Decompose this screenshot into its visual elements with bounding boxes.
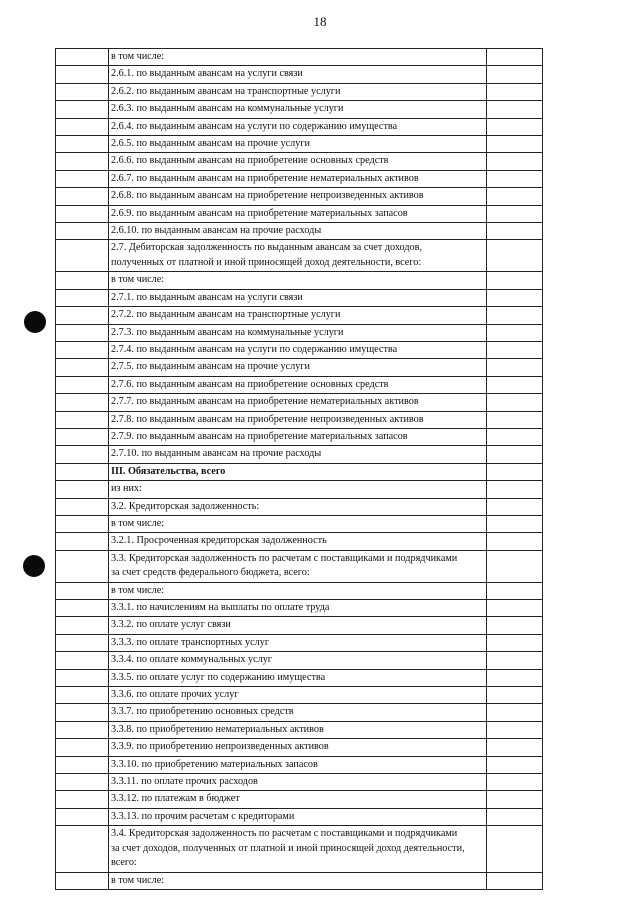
row-description-cell: 3.3.3. по оплате транспортных услуг: [109, 634, 487, 651]
row-number-cell: [56, 756, 109, 773]
table-row: [56, 66, 543, 83]
row-number-cell: [56, 826, 109, 872]
row-description-cell: 3.3.13. по прочим расчетам с кредиторами: [109, 808, 487, 825]
row-value-cell: [487, 428, 543, 445]
row-number-cell: [56, 394, 109, 411]
row-value-cell: [487, 83, 543, 100]
row-value-cell: [487, 774, 543, 791]
row-value-cell: [487, 463, 543, 480]
row-value-cell: [487, 756, 543, 773]
table-row: [56, 550, 543, 582]
row-number-cell: [56, 550, 109, 582]
table-row: [56, 617, 543, 634]
row-value-cell: [487, 498, 543, 515]
table-row: [56, 307, 543, 324]
row-number-cell: [56, 687, 109, 704]
table-row: [56, 411, 543, 428]
row-description-cell: 2.7.7. по выданным авансам на приобретение нематериальных активов: [109, 394, 487, 411]
row-description-cell: 3.4. Кредиторская задолженность по расчетам с поставщиками и подрядчиками за счет доходов, полученных от платной и иной приносящей доход деятельности, всего:: [109, 826, 487, 872]
table-row: [56, 49, 543, 66]
row-description-cell: 2.6.4. по выданным авансам на услуги по содержанию имущества: [109, 118, 487, 135]
table-row: [56, 774, 543, 791]
row-value-cell: [487, 669, 543, 686]
row-number-cell: [56, 739, 109, 756]
row-value-cell: [487, 446, 543, 463]
row-description-cell: 2.6.3. по выданным авансам на коммунальные услуги: [109, 101, 487, 118]
table-row: [56, 428, 543, 445]
row-number-cell: [56, 872, 109, 889]
row-value-cell: [487, 617, 543, 634]
row-description-cell: 2.7.10. по выданным авансам на прочие расходы: [109, 446, 487, 463]
row-value-cell: [487, 272, 543, 289]
row-value-cell: [487, 721, 543, 738]
row-number-cell: [56, 428, 109, 445]
table-row: [56, 826, 543, 872]
row-number-cell: [56, 83, 109, 100]
row-number-cell: [56, 481, 109, 498]
table-row: [56, 739, 543, 756]
row-number-cell: [56, 498, 109, 515]
table-row: [56, 118, 543, 135]
page-number: 18: [313, 14, 327, 29]
row-value-cell: [487, 533, 543, 550]
row-description-cell: 3.3.10. по приобретению материальных запасов: [109, 756, 487, 773]
row-number-cell: [56, 136, 109, 153]
table-row: [56, 582, 543, 599]
row-description-cell: 2.6.6. по выданным авансам на приобретение основных средств: [109, 153, 487, 170]
row-number-cell: [56, 582, 109, 599]
row-value-cell: [487, 481, 543, 498]
row-description-cell: 3.2. Кредиторская задолженность:: [109, 498, 487, 515]
row-description-cell: 3.3. Кредиторская задолженность по расчетам с поставщиками и подрядчиками за счет средств федерального бюджета, всего:: [109, 550, 487, 582]
row-value-cell: [487, 600, 543, 617]
row-number-cell: [56, 463, 109, 480]
row-description-cell: 3.3.12. по платежам в бюджет: [109, 791, 487, 808]
row-description-cell: 3.3.8. по приобретению нематериальных активов: [109, 721, 487, 738]
row-description-cell: 3.3.7. по приобретению основных средств: [109, 704, 487, 721]
row-value-cell: [487, 826, 543, 872]
table-row: [56, 498, 543, 515]
indicator-table: [55, 48, 543, 890]
row-description-cell: 3.3.2. по оплате услуг связи: [109, 617, 487, 634]
row-description-cell: 3.3.9. по приобретению непроизведенных активов: [109, 739, 487, 756]
row-value-cell: [487, 341, 543, 358]
table-row: [56, 600, 543, 617]
row-value-cell: [487, 394, 543, 411]
table-row: [56, 240, 543, 272]
table-row: [56, 872, 543, 889]
row-value-cell: [487, 324, 543, 341]
row-number-cell: [56, 49, 109, 66]
row-number-cell: [56, 101, 109, 118]
row-number-cell: [56, 669, 109, 686]
row-description-cell: 3.3.5. по оплате услуг по содержанию имущества: [109, 669, 487, 686]
row-value-cell: [487, 739, 543, 756]
table-row: [56, 341, 543, 358]
row-number-cell: [56, 289, 109, 306]
row-description-cell: 2.7. Дебиторская задолженность по выданным авансам за счет доходов, полученных от платной и иной приносящей доход деятельности, всего:: [109, 240, 487, 272]
row-description-cell: 2.7.1. по выданным авансам на услуги связи: [109, 289, 487, 306]
row-value-cell: [487, 652, 543, 669]
row-value-cell: [487, 687, 543, 704]
row-number-cell: [56, 774, 109, 791]
row-value-cell: [487, 66, 543, 83]
table-row: [56, 652, 543, 669]
row-description-cell: 2.6.7. по выданным авансам на приобретение нематериальных активов: [109, 170, 487, 187]
row-description-cell: 2.6.2. по выданным авансам на транспортные услуги: [109, 83, 487, 100]
table-row: [56, 721, 543, 738]
row-number-cell: [56, 791, 109, 808]
table-row: [56, 205, 543, 222]
table-row: [56, 687, 543, 704]
row-description-cell: 3.2.1. Просроченная кредиторская задолженность: [109, 533, 487, 550]
row-number-cell: [56, 376, 109, 393]
row-number-cell: [56, 808, 109, 825]
table-row: [56, 376, 543, 393]
row-description-cell: в том числе:: [109, 872, 487, 889]
punch-hole-mark: [23, 555, 45, 577]
table-row: [56, 808, 543, 825]
row-value-cell: [487, 170, 543, 187]
row-number-cell: [56, 704, 109, 721]
row-value-cell: [487, 582, 543, 599]
row-value-cell: [487, 791, 543, 808]
row-description-cell: 2.6.5. по выданным авансам на прочие услуги: [109, 136, 487, 153]
indicator-table-body: [56, 49, 543, 890]
row-description-cell: 3.3.6. по оплате прочих услуг: [109, 687, 487, 704]
table-row: [56, 359, 543, 376]
table-row: [56, 394, 543, 411]
row-description-cell: 2.7.5. по выданным авансам на прочие услуги: [109, 359, 487, 376]
row-number-cell: [56, 341, 109, 358]
table-row: [56, 791, 543, 808]
table-row: [56, 756, 543, 773]
table-row: [56, 170, 543, 187]
table-row: [56, 83, 543, 100]
row-number-cell: [56, 617, 109, 634]
row-value-cell: [487, 188, 543, 205]
row-description-cell: 2.7.6. по выданным авансам на приобретение основных средств: [109, 376, 487, 393]
row-number-cell: [56, 66, 109, 83]
table-row: [56, 188, 543, 205]
row-number-cell: [56, 307, 109, 324]
row-description-cell: 2.6.10. по выданным авансам на прочие расходы: [109, 223, 487, 240]
table-row: [56, 669, 543, 686]
row-number-cell: [56, 600, 109, 617]
table-row: [56, 101, 543, 118]
row-value-cell: [487, 550, 543, 582]
row-value-cell: [487, 376, 543, 393]
row-number-cell: [56, 223, 109, 240]
row-value-cell: [487, 118, 543, 135]
row-description-cell: 2.6.8. по выданным авансам на приобретение непроизведенных активов: [109, 188, 487, 205]
row-number-cell: [56, 721, 109, 738]
row-description-cell: 2.7.8. по выданным авансам на приобретение непроизведенных активов: [109, 411, 487, 428]
row-description-cell: в том числе:: [109, 582, 487, 599]
table-row: [56, 136, 543, 153]
row-value-cell: [487, 411, 543, 428]
row-description-cell: в том числе:: [109, 515, 487, 532]
row-number-cell: [56, 272, 109, 289]
row-description-cell: 2.7.2. по выданным авансам на транспортные услуги: [109, 307, 487, 324]
table-row: [56, 223, 543, 240]
row-number-cell: [56, 240, 109, 272]
row-value-cell: [487, 872, 543, 889]
table-row: [56, 481, 543, 498]
row-value-cell: [487, 205, 543, 222]
row-number-cell: [56, 359, 109, 376]
row-value-cell: [487, 634, 543, 651]
row-number-cell: [56, 205, 109, 222]
row-description-cell: 2.7.9. по выданным авансам на приобретение материальных запасов: [109, 428, 487, 445]
row-number-cell: [56, 153, 109, 170]
row-description-cell: 2.7.3. по выданным авансам на коммунальные услуги: [109, 324, 487, 341]
row-number-cell: [56, 170, 109, 187]
row-value-cell: [487, 153, 543, 170]
row-description-cell: 3.3.4. по оплате коммунальных услуг: [109, 652, 487, 669]
row-value-cell: [487, 289, 543, 306]
row-description-cell: из них:: [109, 481, 487, 498]
table-row: [56, 463, 543, 480]
row-value-cell: [487, 49, 543, 66]
table-row: [56, 153, 543, 170]
row-value-cell: [487, 240, 543, 272]
row-description-cell: в том числе:: [109, 49, 487, 66]
table-row: [56, 289, 543, 306]
table-row: [56, 634, 543, 651]
row-number-cell: [56, 652, 109, 669]
table-row: [56, 272, 543, 289]
row-number-cell: [56, 411, 109, 428]
row-number-cell: [56, 118, 109, 135]
row-value-cell: [487, 307, 543, 324]
row-description-cell: 2.6.1. по выданным авансам на услуги связи: [109, 66, 487, 83]
row-description-cell: 2.6.9. по выданным авансам на приобретение материальных запасов: [109, 205, 487, 222]
row-number-cell: [56, 634, 109, 651]
row-value-cell: [487, 223, 543, 240]
table-row: [56, 446, 543, 463]
table-row: [56, 533, 543, 550]
row-number-cell: [56, 533, 109, 550]
row-description-cell: 2.7.4. по выданным авансам на услуги по содержанию имущества: [109, 341, 487, 358]
row-value-cell: [487, 808, 543, 825]
row-description-cell: III. Обязательства, всего: [109, 463, 487, 480]
table-row: [56, 704, 543, 721]
punch-hole-mark: [24, 311, 46, 333]
row-value-cell: [487, 704, 543, 721]
row-number-cell: [56, 446, 109, 463]
row-number-cell: [56, 188, 109, 205]
table-row: [56, 515, 543, 532]
row-description-cell: 3.3.11. по оплате прочих расходов: [109, 774, 487, 791]
row-value-cell: [487, 515, 543, 532]
row-description-cell: в том числе:: [109, 272, 487, 289]
row-value-cell: [487, 359, 543, 376]
row-description-cell: 3.3.1. по начислениям на выплаты по оплате труда: [109, 600, 487, 617]
row-value-cell: [487, 101, 543, 118]
table-row: [56, 324, 543, 341]
row-number-cell: [56, 324, 109, 341]
row-number-cell: [56, 515, 109, 532]
row-value-cell: [487, 136, 543, 153]
